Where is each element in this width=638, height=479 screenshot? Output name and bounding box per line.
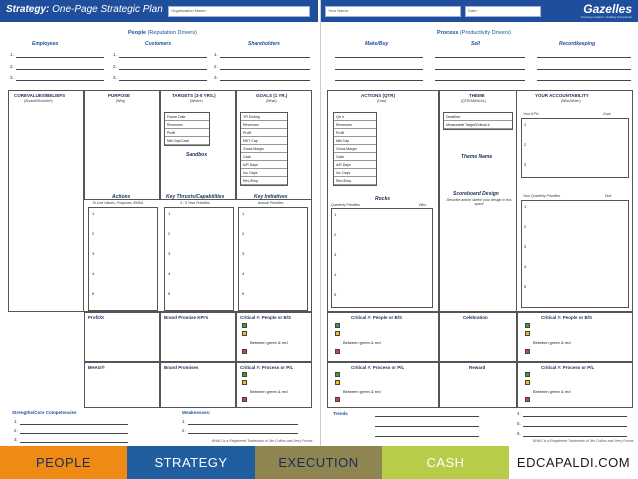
row-number: 5 <box>334 292 337 297</box>
row-number: 1 <box>524 122 527 127</box>
scoreboard-sublabel: Describe and/or sketch your design in this space <box>446 198 512 206</box>
qtr-item[interactable]: Mkt Cap <box>334 137 376 145</box>
profit-x-label: Profit/X <box>88 315 105 320</box>
input-line[interactable] <box>16 57 104 58</box>
yellow-status-square[interactable] <box>525 331 530 336</box>
row-number: 3. <box>214 75 218 80</box>
rocks-box[interactable] <box>331 208 433 308</box>
row-number: 3 <box>524 244 527 249</box>
priorities-box[interactable] <box>521 200 629 308</box>
green-status-square[interactable] <box>525 323 530 328</box>
input-line[interactable] <box>20 433 128 434</box>
input-line[interactable] <box>523 416 627 417</box>
input-line[interactable] <box>335 69 423 70</box>
qtr-item[interactable]: A/R Days <box>334 161 376 169</box>
red-status-square[interactable] <box>525 397 530 402</box>
row-number: 1. <box>14 419 18 424</box>
input-line[interactable] <box>523 426 627 427</box>
goal-label: Goal <box>603 112 611 116</box>
shareholders-heading: Shareholders <box>248 41 280 47</box>
deadline-item[interactable]: Deadline: <box>444 113 512 121</box>
row-number: 2. <box>113 64 117 69</box>
critical-people-label: Critical #: People or B/S <box>240 315 292 320</box>
who-label: Who <box>419 203 427 207</box>
gazelles-logo: Gazelles <box>583 2 632 16</box>
goals-item[interactable]: Profit <box>241 129 287 137</box>
row-number: 4 <box>168 271 171 276</box>
thrusts-sublabel: 3 - 5 Year Priorities <box>180 201 210 205</box>
green-status-square[interactable] <box>242 372 247 377</box>
input-line[interactable] <box>375 416 479 417</box>
qtr-priorities-label: Quarterly Priorities <box>331 203 360 207</box>
your-kpis-label: Your KPIs <box>523 112 539 116</box>
critical-people-label: Critical #: People or B/S <box>351 315 403 320</box>
row-number: 4 <box>92 271 95 276</box>
row-number: 2. <box>182 428 186 433</box>
qtr-item[interactable]: Qtr # <box>334 113 376 121</box>
input-line[interactable] <box>537 69 631 70</box>
yellow-status-square[interactable] <box>525 380 530 385</box>
input-line[interactable] <box>20 424 128 425</box>
input-line[interactable] <box>375 426 479 427</box>
row-number: 5 <box>92 291 95 296</box>
organization-name-field[interactable]: Organization Name: <box>168 6 310 17</box>
row-number: 2 <box>334 232 337 237</box>
initiatives-box[interactable] <box>238 207 308 311</box>
core-values-header: COREVALUES/BELIEFS <box>14 93 66 98</box>
goals-item[interactable]: Gross Margin <box>241 145 287 153</box>
right-title-bar <box>321 0 638 22</box>
goals-item[interactable]: Cash <box>241 153 287 161</box>
between-label: Between green & red <box>250 389 288 394</box>
bhag-label: BHAG® <box>88 365 105 370</box>
accountability-subheader: (Who/When) <box>561 99 581 103</box>
make-buy-heading: Make/Buy <box>365 41 389 47</box>
goals-item[interactable]: Inv. Days <box>241 169 287 177</box>
accountability-header: YOUR ACCOUNTABILITY <box>535 93 589 98</box>
row-number: 1. <box>182 419 186 424</box>
trademark-note: BHAG is a Registered Trademark of Jim Collins and Jerry Porras <box>533 439 634 443</box>
row-number: 1 <box>92 211 95 216</box>
row-number: 1 <box>334 212 337 217</box>
critical-process-label: Critical #: Process or P/L <box>240 365 294 370</box>
category-bar <box>0 446 638 479</box>
input-line[interactable] <box>220 69 310 70</box>
input-line[interactable] <box>537 80 631 81</box>
gazelles-tagline: Growing Leaders • Scaling Companies <box>580 15 632 19</box>
row-number: 2. <box>14 428 18 433</box>
targets-item[interactable]: Profit <box>165 129 209 137</box>
theme-list <box>443 112 513 130</box>
between-label: Between green & red <box>533 389 571 394</box>
goals-item[interactable]: Revenues <box>241 121 287 129</box>
targets-item[interactable]: Mkt Cap/Cash <box>165 137 209 145</box>
qtr-item[interactable]: Inv. Days <box>334 169 376 177</box>
between-label: Between green & red <box>533 340 571 345</box>
core-values-column[interactable] <box>8 90 84 312</box>
theme-header: THEME <box>469 93 485 98</box>
purpose-header: PURPOSE <box>108 93 131 98</box>
sell-heading: Sell <box>471 41 480 47</box>
due-label: Due <box>605 194 612 198</box>
input-line[interactable] <box>188 424 298 425</box>
brand-kpis-label: Brand Promise KPI's <box>164 315 209 320</box>
row-number: 3 <box>524 162 527 167</box>
row-number: 1 <box>242 211 245 216</box>
input-line[interactable] <box>375 436 479 437</box>
row-number: 4 <box>334 272 337 277</box>
green-status-square[interactable] <box>242 323 247 328</box>
sandbox-label: Sandbox <box>186 152 208 158</box>
strategic-plan-right-page: Your Name: Date: Gazelles Growing Leaders • Scaling Companies Process (Productivity Drivers) Make/Buy Sell Recordkeeping ACTIONS (QTR) (How) THEME (QTR/ANNUAL) YOUR ACCOUNTABILITY (Who/When) Qtr # Revenues Profit Mkt Cap Gross Margin Cash A/R Days Inv. Days Rev./Emp. Deadline: Measurable Target/Critical # Theme Name Scoreboard Design Describe and/or sketch your design in this space Rocks Quarterly Priorities Who 1 2 3 4 5 Your KPIs Goal 1 2 3 Your Quarterly Priorities Due 1 2 3 4 5 Critical #: People or B/S Celebration Critical #: People or B/S Between green & red Between green & red Critical #: Process or P/L Reward Critical #: Process or P/L Between green & red Between green & red Trends 4. 5. 6. BHAG is a Registered Trademark of Jim Collins and Jerry Porras <box>320 0 638 446</box>
scoreboard-label: Scoreboard Design <box>453 191 499 197</box>
process-section-title: Process (Productivity Drivers) <box>437 30 511 36</box>
qtr-list <box>333 112 377 186</box>
yellow-status-square[interactable] <box>335 331 340 336</box>
yellow-status-square[interactable] <box>242 380 247 385</box>
reward-label: Reward <box>469 365 486 370</box>
actions-box[interactable] <box>88 207 158 311</box>
goals-item[interactable]: MKT Cap <box>241 137 287 145</box>
purpose-column[interactable] <box>84 90 160 200</box>
input-line[interactable] <box>119 69 207 70</box>
red-status-square[interactable] <box>242 349 247 354</box>
strategic-plan-left-page <box>0 0 318 446</box>
green-status-square[interactable] <box>335 323 340 328</box>
input-line[interactable] <box>220 80 310 81</box>
row-number: 2 <box>524 224 527 229</box>
input-line[interactable] <box>435 57 525 58</box>
row-number: 2. <box>214 64 218 69</box>
left-title-bar <box>0 0 318 22</box>
input-line[interactable] <box>523 436 627 437</box>
targets-header: TARGETS (3-5 YRS.) <box>172 93 216 98</box>
date-field[interactable]: Date: <box>465 6 541 17</box>
row-number: 3. <box>113 75 117 80</box>
row-number: 4 <box>242 271 245 276</box>
theme-name-label: Theme Name <box>461 154 493 160</box>
goals-item[interactable]: A/R Days <box>241 161 287 169</box>
input-line[interactable] <box>435 80 525 81</box>
row-number: 2 <box>242 231 245 236</box>
input-line[interactable] <box>335 57 423 58</box>
input-line[interactable] <box>119 80 207 81</box>
critical-process-label: Critical #: Process or P/L <box>541 365 595 370</box>
input-line[interactable] <box>335 80 423 81</box>
row-number: 3 <box>334 252 337 257</box>
celebration-label: Celebration <box>463 315 488 320</box>
row-number: 1 <box>168 211 171 216</box>
targets-subheader: (Where) <box>190 99 203 103</box>
your-priorities-label: Your Quarterly Priorities <box>523 194 561 198</box>
goals-list <box>240 112 288 186</box>
between-label: Between green & red <box>343 389 381 394</box>
row-number: 1 <box>524 204 527 209</box>
trends-label: Trends <box>333 411 348 416</box>
site-link[interactable]: EDCAPALDI.COM <box>509 446 638 479</box>
initiatives-sublabel: Annual Priorities <box>258 201 284 205</box>
purpose-subheader: (Why) <box>116 99 126 103</box>
actions-qtr-header: ACTIONS (QTR) <box>361 93 395 98</box>
people-tab[interactable]: PEOPLE <box>0 446 127 479</box>
goals-subheader: (What) <box>266 99 277 103</box>
row-number: 1. <box>10 52 14 57</box>
initiatives-label: Key Initiatives <box>254 194 288 200</box>
rocks-label: Rocks <box>375 196 391 202</box>
row-number: 5 <box>242 291 245 296</box>
row-number: 2. <box>10 64 14 69</box>
weaknesses-label: Weaknesses: <box>182 410 211 415</box>
strategy-tab[interactable]: STRATEGY <box>127 446 255 479</box>
strengths-label: Strengths/Core Competencies <box>12 410 77 415</box>
red-status-square[interactable] <box>525 349 530 354</box>
between-label: Between green & red <box>343 340 381 345</box>
targets-list <box>164 112 210 146</box>
input-line[interactable] <box>16 69 104 70</box>
red-status-square[interactable] <box>335 397 340 402</box>
cash-tab[interactable]: CASH <box>382 446 509 479</box>
row-number: 3 <box>92 251 95 256</box>
brand-promises-label: Brand Promises <box>164 365 199 370</box>
row-number: 3. <box>14 437 18 442</box>
input-line[interactable] <box>188 433 298 434</box>
qtr-item[interactable]: Rev./Emp. <box>334 177 376 185</box>
critical-process-label: Critical #: Process or P/L <box>351 365 405 370</box>
row-number: 5 <box>524 284 527 289</box>
green-status-square[interactable] <box>335 372 340 377</box>
actions-sublabel: To Live Values, Purposes, BHAG <box>92 201 144 205</box>
qtr-item[interactable]: Gross Margin <box>334 145 376 153</box>
theme-subheader: (QTR/ANNUAL) <box>461 99 486 103</box>
input-line[interactable] <box>20 442 128 443</box>
green-status-square[interactable] <box>525 372 530 377</box>
row-number: 2 <box>92 231 95 236</box>
red-status-square[interactable] <box>335 349 340 354</box>
input-line[interactable] <box>220 57 310 58</box>
row-number: 1. <box>214 52 218 57</box>
actions-label: Actions <box>112 194 131 200</box>
actions-qtr-subheader: (How) <box>377 99 387 103</box>
row-number: 3 <box>168 251 171 256</box>
row-number: 3 <box>242 251 245 256</box>
employees-heading: Employees <box>32 41 59 47</box>
targets-item[interactable]: Future Date <box>165 113 209 121</box>
input-line[interactable] <box>537 57 631 58</box>
critical-people-label: Critical #: People or B/S <box>541 315 593 320</box>
yellow-status-square[interactable] <box>335 380 340 385</box>
qtr-item[interactable]: Profit <box>334 129 376 137</box>
goals-item[interactable]: YR Ending <box>241 113 287 121</box>
kpis-box[interactable] <box>521 118 629 178</box>
goals-header: GOALS (1 YR.) <box>256 93 288 98</box>
red-status-square[interactable] <box>242 397 247 402</box>
measurable-item[interactable]: Measurable Target/Critical # <box>444 121 512 129</box>
between-label: Between green & red <box>250 340 288 345</box>
your-name-field[interactable]: Your Name: <box>325 6 461 17</box>
goals-item[interactable]: Rev./Emp. <box>241 177 287 185</box>
row-number: 2 <box>168 231 171 236</box>
qtr-item[interactable]: Cash <box>334 153 376 161</box>
row-number: 2 <box>524 142 527 147</box>
core-values-subheader: (Should/Shouldn't) <box>24 99 53 103</box>
yellow-status-square[interactable] <box>242 331 247 336</box>
targets-item[interactable]: Revenues <box>165 121 209 129</box>
input-line[interactable] <box>16 80 104 81</box>
execution-tab[interactable]: EXECUTION <box>255 446 382 479</box>
qtr-item[interactable]: Revenues <box>334 121 376 129</box>
recordkeeping-heading: Recordkeeping <box>559 41 596 47</box>
customers-heading: Customers <box>145 41 172 47</box>
input-line[interactable] <box>435 69 525 70</box>
trademark-note: BHAG is a Registered Trademark of Jim Collins and Jerry Porras <box>212 439 313 443</box>
plan-title: Strategy: One-Page Strategic Plan <box>6 4 163 15</box>
row-number: 1. <box>113 52 117 57</box>
thrusts-label: Key Thrusts/Capabilities <box>166 194 225 200</box>
row-number: 5 <box>168 291 171 296</box>
people-section-title: People (Reputation Drivers) <box>128 30 197 36</box>
input-line[interactable] <box>119 57 207 58</box>
row-number: 3. <box>10 75 14 80</box>
row-number: 4 <box>524 264 527 269</box>
thrusts-box[interactable] <box>164 207 234 311</box>
